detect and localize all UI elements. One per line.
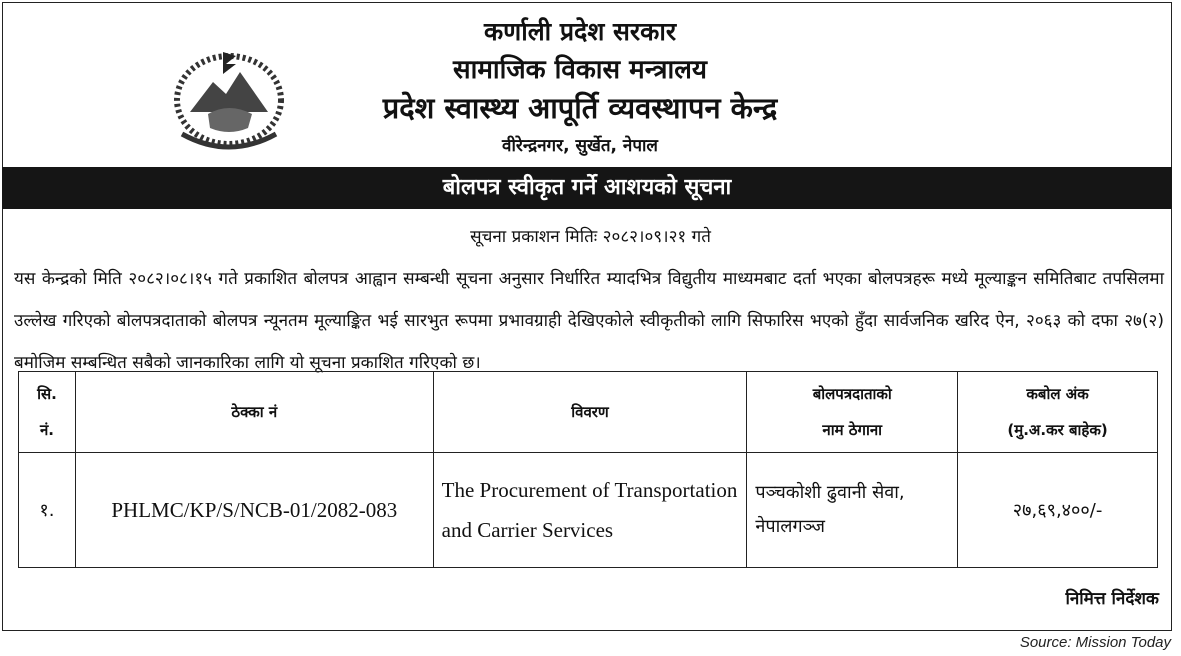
header-bidder-line2: नाम ठेगाना bbox=[822, 421, 883, 439]
table-header-row bbox=[19, 372, 1158, 453]
cell-contract: PHLMC/KP/S/NCB-01/2082-083 bbox=[75, 453, 433, 568]
table-row bbox=[19, 453, 1158, 568]
ministry-name: सामाजिक विकास मन्त्रालय bbox=[453, 55, 707, 85]
office-address: वीरेन्द्रनगर, सुर्खेत, नेपाल bbox=[502, 136, 658, 156]
header-description: विवरण bbox=[433, 372, 747, 453]
notice-title: बोलपत्र स्वीकृत गर्ने आशयको सूचना bbox=[2, 167, 1172, 209]
header-sn-line2: नं. bbox=[39, 421, 54, 439]
office-name: प्रदेश स्वास्थ्य आपूर्ति व्यवस्थापन केन्द्र bbox=[382, 91, 778, 125]
bidder-name: पञ्चकोशी ढुवानी सेवा, bbox=[755, 482, 905, 503]
header-sn-line1: सि. bbox=[37, 385, 57, 403]
publish-date: सूचना प्रकाशन मितिः २०८२।०९।२१ गते bbox=[470, 227, 711, 247]
header-bidder-line1: बोलपत्रदाताको bbox=[812, 385, 892, 403]
bid-table bbox=[18, 371, 1158, 568]
cell-sn: १. bbox=[19, 453, 76, 568]
header-contract: ठेक्का नं bbox=[75, 372, 433, 453]
signatory: निमित्त निर्देशक bbox=[1065, 589, 1159, 609]
government-name: कर्णाली प्रदेश सरकार bbox=[483, 17, 677, 46]
header-sn bbox=[19, 372, 76, 453]
cell-description: The Procurement of Transportation and Carrier Services bbox=[433, 453, 747, 568]
nepal-emblem-icon bbox=[168, 42, 290, 154]
cell-bidder bbox=[747, 453, 958, 568]
header-bidder bbox=[747, 372, 958, 453]
bidder-address: नेपालगञ्ज bbox=[755, 516, 825, 537]
source-credit: Source: Mission Today bbox=[1019, 634, 1171, 651]
notice-body: यस केन्द्रको मिति २०८२।०८।१५ गते प्रकाशित बोलपत्र आह्वान सम्बन्धी सूचना अनुसार निर्धारित म्यादभित्र विद्युतीय माध्यमबाट दर्ता भएका बोलपत्रहरू मध्ये मूल्याङ्कन समितिबाट तपसिलमा उल्लेख गरिएको बोलपत्रदाताको बोलपत्र न्यूनतम मूल्याङ्कित भई सारभुत रूपमा प्रभावग्राही देखिएकोले स्वीकृतीको लागि सिफारिस भएको हुँदा सार्वजनिक खरिद ऐन, २०६३ को दफा २७(२) बमोजिम सम्बन्धित सबैको जानकारिका लागि यो सूचना प्रकाशित गरिएको छ। bbox=[14, 269, 1164, 373]
header-amount-line2: (मु.अ.कर बाहेक) bbox=[1007, 421, 1108, 439]
header-amount-line1: कबोल अंक bbox=[1026, 385, 1089, 403]
cell-amount: २७,६९,४००/- bbox=[958, 453, 1158, 568]
header-amount bbox=[958, 372, 1158, 453]
